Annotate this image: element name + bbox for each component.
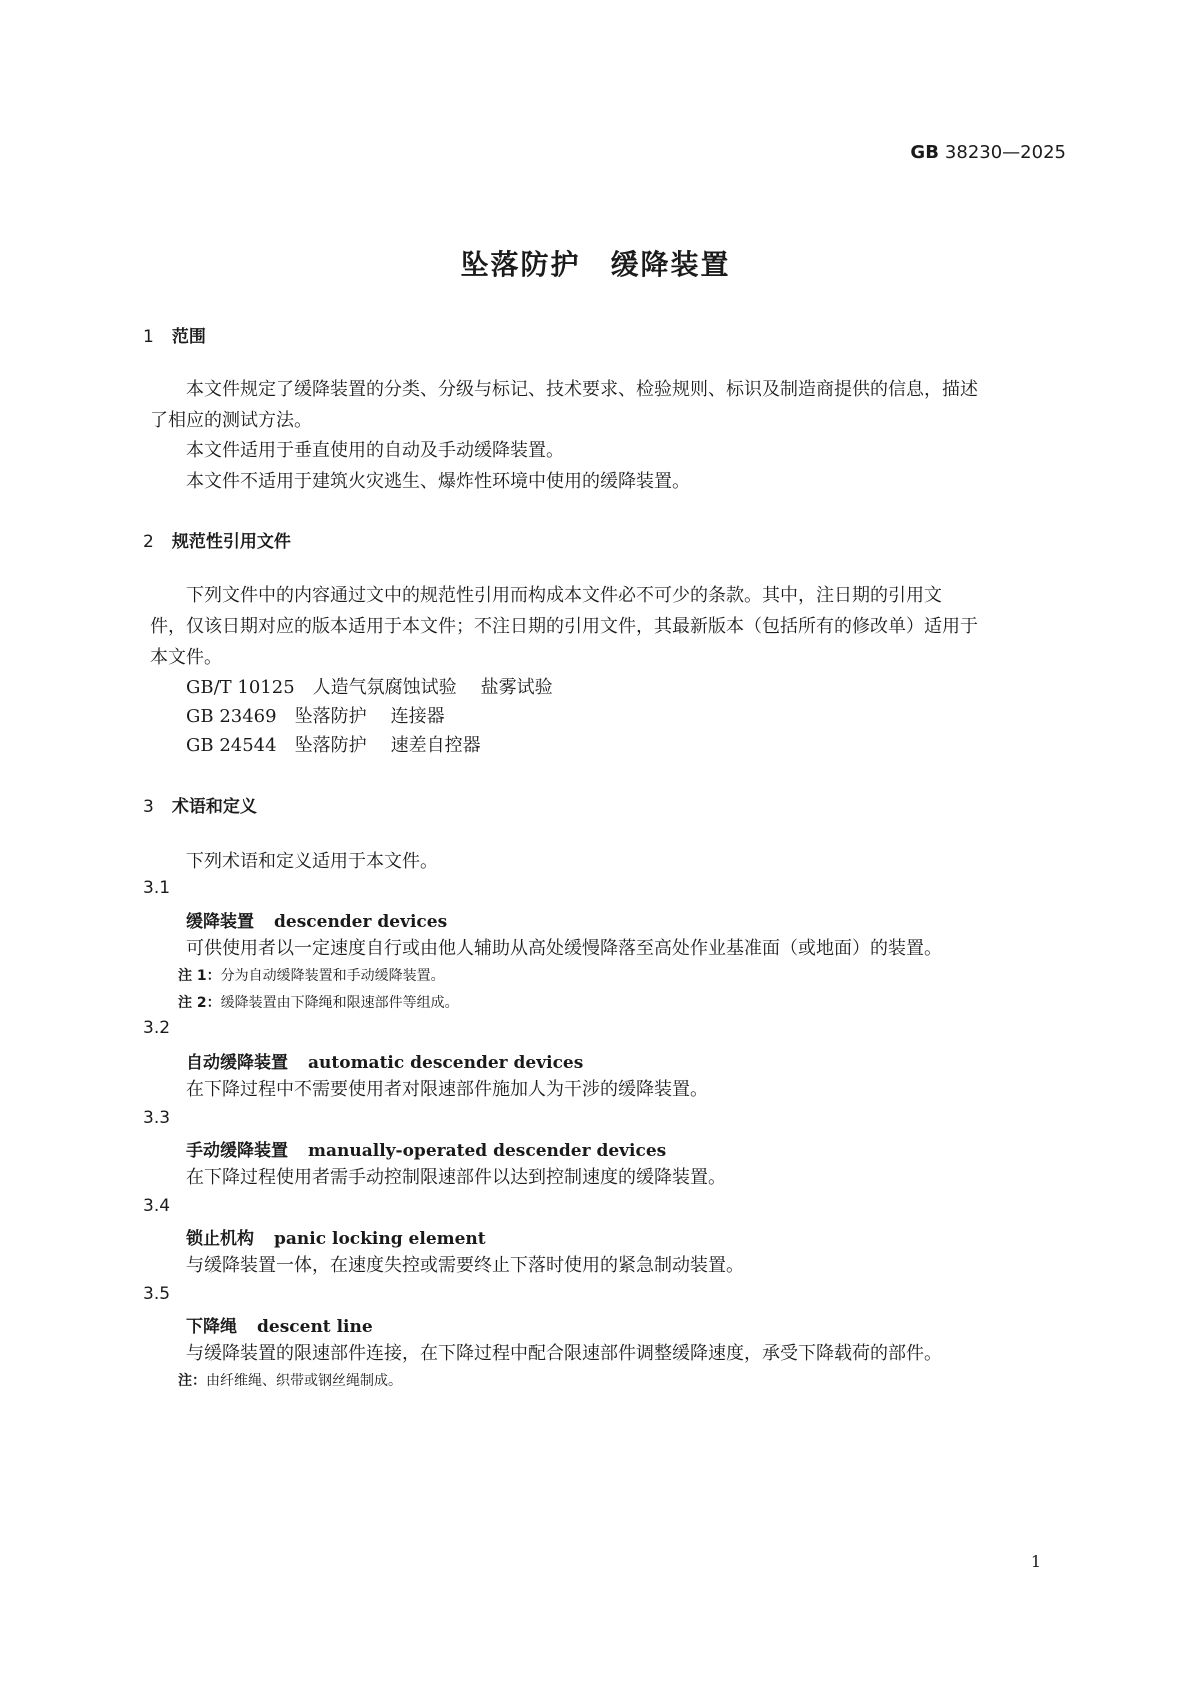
term-note: 注：由纤维绳、织带或钢丝绳制成。 — [178, 1373, 402, 1389]
term-definition: 可供使用者以一定速度自行或由他人辅助从高处缓慢降落至高处作业基准面（或地面）的装置。 — [186, 938, 942, 959]
term-title: 缓降装置 descender devices — [186, 912, 448, 932]
term-definition: 与缓降装置一体，在速度失控或需要终止下落时使用的紧急制动装置。 — [186, 1255, 744, 1276]
term-title: 手动缓降装置 manually-operated descender devices — [186, 1141, 667, 1161]
term-note: 注 2：缓降装置由下降绳和限速部件等组成。 — [178, 995, 459, 1011]
section-1-paragraph-3: 本文件不适用于建筑火灾逃生、爆炸性环境中使用的缓降装置。 — [186, 471, 690, 492]
section-2-paragraph: 下列文件中的内容通过文中的规范性引用而构成本文件必不可少的条款。其中，注日期的引用文 件，仅该日期对应的版本适用于本文件；不注日期的引用文件，其最新版本（包括所有的修改单）适用于 本文件。 — [150, 585, 978, 668]
term-definition: 与缓降装置的限速部件连接，在下降过程中配合限速部件调整缓降速度，承受下降载荷的部件。 — [186, 1343, 942, 1364]
reference-item: GB 23469 坠落防护 连接器 — [186, 706, 445, 727]
term-number: 3.2 — [143, 1018, 171, 1038]
term-number: 3.4 — [143, 1196, 171, 1216]
section-1-paragraph-2: 本文件适用于垂直使用的自动及手动缓降装置。 — [186, 440, 564, 461]
section-1-heading: 1 范围 — [143, 327, 206, 347]
term-number: 3.3 — [143, 1108, 171, 1128]
reference-item: GB 24544 坠落防护 速差自控器 — [186, 735, 481, 756]
term-definition: 在下降过程中不需要使用者对限速部件施加人为干涉的缓降装置。 — [186, 1079, 708, 1100]
reference-item: GB/T 10125 人造气氛腐蚀试验 盐雾试验 — [186, 677, 553, 698]
term-title: 自动缓降装置 automatic descender devices — [186, 1053, 584, 1073]
term-note: 注 1：分为自动缓降装置和手动缓降装置。 — [178, 968, 445, 984]
page-number: 1 — [1030, 1552, 1041, 1571]
term-definition: 在下降过程使用者需手动控制限速部件以达到控制速度的缓降装置。 — [186, 1167, 726, 1188]
section-1-paragraph-1: 本文件规定了缓降装置的分类、分级与标记、技术要求、检验规则、标识及制造商提供的信息，描述 了相应的测试方法。 — [150, 379, 978, 431]
section-3-intro: 下列术语和定义适用于本文件。 — [186, 851, 438, 872]
document-title: 坠落防护 缓降装置 — [460, 248, 731, 281]
term-title: 锁止机构 panic locking element — [186, 1229, 486, 1249]
term-number: 3.1 — [143, 878, 171, 898]
term-number: 3.5 — [143, 1284, 171, 1304]
standard-code: GB 38230—2025 — [910, 142, 1066, 163]
section-3-heading: 3 术语和定义 — [143, 797, 257, 817]
term-title: 下降绳 descent line — [186, 1317, 373, 1337]
section-2-heading: 2 规范性引用文件 — [143, 532, 291, 552]
